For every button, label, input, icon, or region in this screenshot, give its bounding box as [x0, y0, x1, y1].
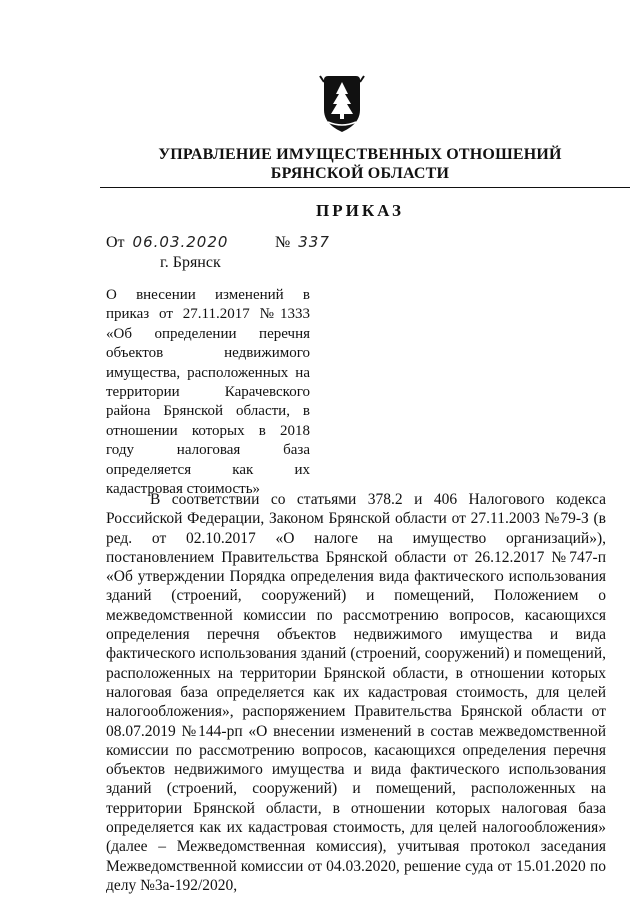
order-date — [106, 233, 228, 252]
city: г. Брянск — [160, 254, 221, 271]
number-value: 337 — [298, 233, 330, 251]
header-divider — [100, 187, 630, 188]
org-name-line-1: УПРАВЛЕНИЕ ИМУЩЕСТВЕННЫХ ОТНОШЕНИЙ — [158, 146, 562, 163]
coat-of-arms-icon — [318, 72, 366, 134]
document-type: ПРИКАЗ — [316, 201, 404, 220]
date-value: 06.03.2020 — [132, 233, 229, 251]
number-label: № — [275, 234, 291, 251]
order-subject: О внесении изменений в приказ от 27.11.2017 №1333 «Об определении перечня объектов недвижимого имущества, расположенных на территории Карачевского района Брянской области, в отношении которых в 2018 году налоговая база определяется как их кадастровая стоимость» — [106, 287, 310, 498]
date-label: От — [106, 234, 125, 251]
organization-name — [130, 145, 590, 183]
order-number — [275, 233, 330, 252]
body-paragraph: В соответствии со статьями 378.2 и 406 Налогового кодекса Российской Федерации, Законом Брянской области от 27.11.2003 №79-З (в ред. от 02.10.2017 «О налоге на имущество организаций»), постановлением Правительства Брянской области от 26.12.2017 №747-п «Об утверждении Порядка определения вида фактического использования зданий (строений, сооружений) и помещений, Положением о межведомственной комиссии по рассмотрению вопросов, касающихся определения перечня объектов недвижимого имущества и вида фактического использования зданий (строений, сооружений) и помещений, расположенных на территории Брянской области, в отношении которых налоговая база определяется как их кадастровая стоимость, для целей налогообложения», распоряжением Правительства Брянской области от 08.07.2019 №144-рп «О внесении изменений в состав межведомственной комиссии по рассмотрению вопросов, касающихся определения перечня объектов недвижимого имущества и вида фактического использования зданий (строений, сооружений) и помещений, расположенных на территории Брянской области, в отношении которых налоговая база определяется как их кадастровая стоимость, для целей налогообложения» (далее – Межведомственная комиссия), учитывая протокол заседания Межведомственной комиссии от 04.03.2020, решение суда от 15.01.2020 по делу №3а-192/2020, — [106, 491, 606, 894]
org-name-line-2: БРЯНСКОЙ ОБЛАСТИ — [270, 165, 450, 182]
